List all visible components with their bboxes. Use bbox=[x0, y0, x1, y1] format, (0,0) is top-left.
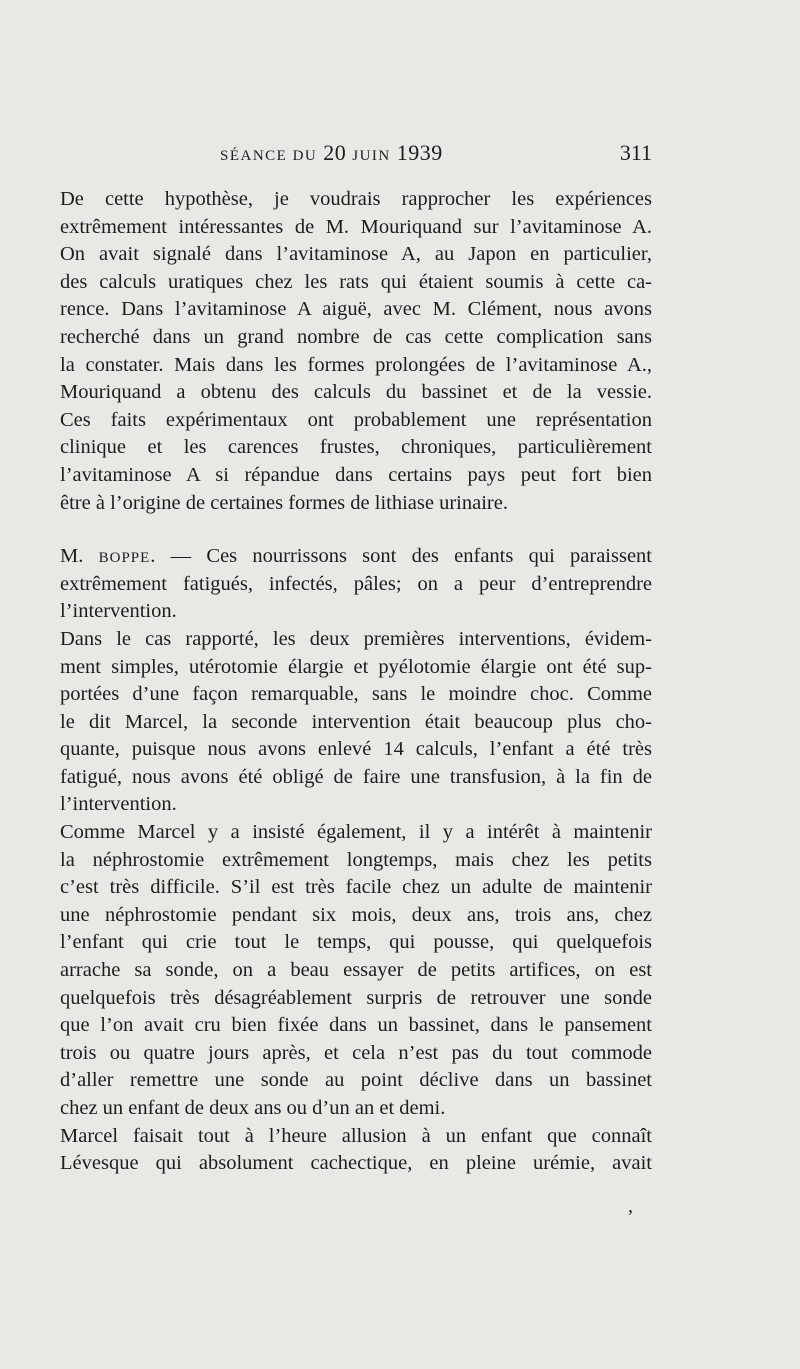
text-line: Marcel faisait tout à l’heure allusion à un enfant que connaît bbox=[60, 1124, 652, 1147]
text-line: portées d’une façon remarquable, sans le moindre choc. Comme bbox=[60, 683, 652, 706]
text-line: Ces faits expérimentaux ont probablement une représentation bbox=[60, 408, 652, 431]
page-header bbox=[190, 140, 652, 172]
speaker-line bbox=[60, 543, 652, 571]
text-line: Dans le cas rapporté, les deux premières interventions, évidem- bbox=[60, 627, 652, 650]
page-number: 311 bbox=[619, 140, 652, 165]
text-line: une néphrostomie pendant six mois, deux ans, trois ans, chez bbox=[60, 903, 652, 926]
text-line: De cette hypothèse, je voudrais rapprocher les expériences bbox=[60, 188, 652, 210]
text-line: extrêmement fatigués, infectés, pâles; on a peur d’entreprendre bbox=[60, 572, 652, 595]
text-line: Mouriquand a obtenu des calculs du bassinet et de la vessie. bbox=[60, 381, 652, 404]
running-head-prefix: SÉANCE DU bbox=[220, 148, 318, 164]
text-line: c’est très difficile. S’il est très facile chez un adulte de maintenir bbox=[60, 876, 652, 899]
running-head-year: 1939 bbox=[396, 140, 443, 165]
speaker-name: BOPPE bbox=[98, 550, 151, 567]
text-line: Lévesque qui absolument cachectique, en pleine urémie, avait bbox=[60, 1152, 652, 1175]
text-line: ment simples, utérotomie élargie et pyélotomie élargie ont été sup- bbox=[60, 655, 652, 678]
paragraph-6 bbox=[60, 1123, 652, 1178]
text-line: le dit Marcel, la seconde intervention était beaucoup plus cho- bbox=[60, 710, 652, 733]
body-text bbox=[60, 186, 652, 1178]
paragraph-2 bbox=[60, 407, 652, 517]
running-head bbox=[220, 140, 443, 166]
text-line: d’aller remettre une sonde au point déclive dans un bassinet bbox=[60, 1069, 652, 1092]
text-line: fatigué, nous avons été obligé de faire une transfusion, à la fin de bbox=[60, 765, 652, 788]
text-line: Comme Marcel y a insisté également, il y a intérêt à maintenir bbox=[60, 821, 652, 844]
text-line: l’enfant qui crie tout le temps, qui pousse, qui quelquefois bbox=[60, 931, 652, 954]
text-line: quelquefois très désagréablement surpris de retrouver une sonde bbox=[60, 986, 652, 1009]
text-line: extrêmement intéressantes de M. Mouriquand sur l’avitaminose A. bbox=[60, 215, 652, 238]
text-line: rence. Dans l’avitaminose A aiguë, avec M. Clément, nous avons bbox=[60, 298, 652, 321]
text-line: être à l’origine de certaines formes de lithiase urinaire. bbox=[60, 491, 508, 514]
speaker-prefix: M. bbox=[60, 545, 84, 568]
paragraph-5 bbox=[60, 819, 652, 1123]
running-head-month: JUIN bbox=[352, 148, 391, 164]
text-line: la néphrostomie extrêmement longtemps, mais chez les petits bbox=[60, 848, 652, 871]
trailing-comma: , bbox=[628, 1195, 633, 1217]
text-line: l’intervention. bbox=[60, 793, 177, 816]
text-line: On avait signalé dans l’avitaminose A, au Japon en particulier, bbox=[60, 243, 652, 266]
running-head-date: 20 bbox=[323, 140, 347, 165]
text-line: recherché dans un grand nombre de cas cette complication sans bbox=[60, 325, 652, 348]
text-line: la constater. Mais dans les formes prolongées de l’avitaminose A., bbox=[60, 353, 652, 376]
text-line: que l’on avait cru bien fixée dans un bassinet, dans le pansement bbox=[60, 1014, 652, 1037]
text-line: chez un enfant de deux ans ou d’un an et demi. bbox=[60, 1097, 446, 1119]
paragraph-4 bbox=[60, 626, 652, 819]
text-line: arrache sa sonde, on a beau essayer de petits artifices, on est bbox=[60, 959, 652, 982]
paragraph-3 bbox=[60, 543, 652, 626]
text-line: l’avitaminose A si répandue dans certains pays peut fort bien bbox=[60, 463, 652, 486]
text-line: des calculs uratiques chez les rats qui étaient soumis à cette ca- bbox=[60, 270, 652, 293]
text-line: clinique et les carences frustes, chroniques, particulièrement bbox=[60, 436, 652, 459]
paragraph-gap bbox=[60, 517, 652, 543]
paragraph-1 bbox=[60, 186, 652, 407]
text-line: l’intervention. bbox=[60, 600, 177, 623]
text-line: quante, puisque nous avons enlevé 14 calculs, l’enfant a été très bbox=[60, 738, 652, 761]
text-line: trois ou quatre jours après, et cela n’est pas du tout commode bbox=[60, 1041, 652, 1064]
speaker-line-text: . — Ces nourrissons sont des enfants qui paraissent bbox=[150, 545, 652, 568]
